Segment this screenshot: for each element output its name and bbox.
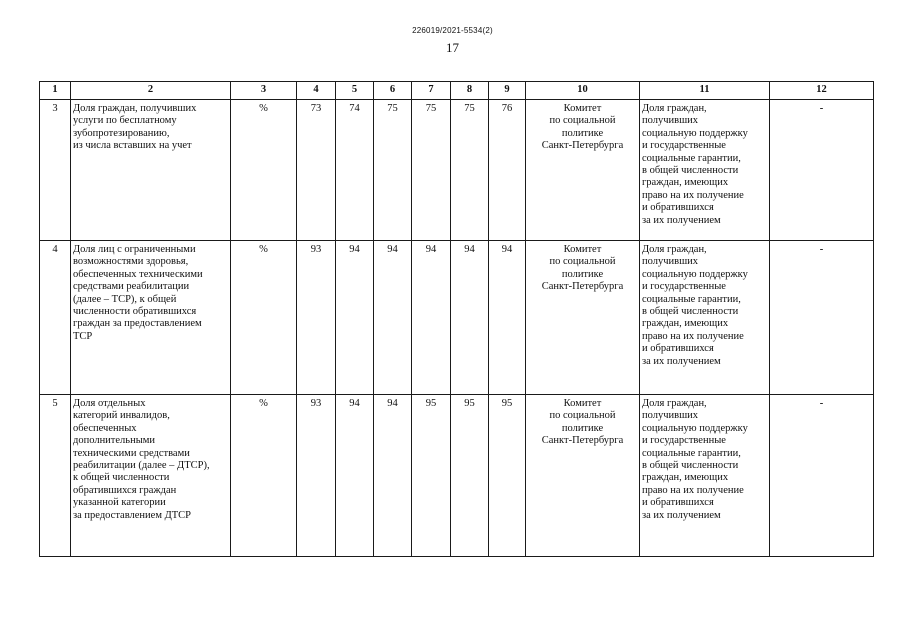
- unit-cell: %: [231, 395, 297, 557]
- document-id: 226019/2021-5534(2): [412, 26, 493, 35]
- value-cell: 94: [374, 241, 412, 395]
- column-header: 12: [770, 82, 874, 100]
- value-cell: 94: [451, 241, 489, 395]
- note-cell: -: [770, 241, 874, 395]
- note-cell: -: [770, 395, 874, 557]
- responsible-committee: Комитет по социальной политике Санкт-Петербурга: [526, 241, 640, 395]
- value-cell: 76: [489, 100, 526, 241]
- note-cell: -: [770, 100, 874, 241]
- value-cell: 94: [336, 395, 374, 557]
- indicators-table: [39, 81, 874, 557]
- table-row: [40, 395, 874, 557]
- criteria-cell: Доля граждан, получивших социальную поддержку и государственные социальные гарантии, в общей численности граждан, имеющих право на их получение и обратившихся за их получением: [640, 395, 770, 557]
- column-header: 9: [489, 82, 526, 100]
- column-header: 3: [231, 82, 297, 100]
- column-header: 2: [71, 82, 231, 100]
- value-cell: 73: [297, 100, 336, 241]
- value-cell: 95: [451, 395, 489, 557]
- criteria-cell: Доля граждан, получивших социальную поддержку и государственные социальные гарантии, в общей численности граждан, имеющих право на их получение и обратившихся за их получением: [640, 100, 770, 241]
- row-number: 3: [40, 100, 71, 241]
- value-cell: 94: [412, 241, 451, 395]
- column-header: 4: [297, 82, 336, 100]
- responsible-committee: Комитет по социальной политике Санкт-Петербурга: [526, 100, 640, 241]
- column-header: 8: [451, 82, 489, 100]
- indicator-name: Доля отдельных категорий инвалидов, обеспеченных дополнительными техническими средствами реабилитации (далее – ДТСР), к общей численности обратившихся граждан указанной категории за предоставлением ДТСР: [71, 395, 231, 557]
- value-cell: 94: [489, 241, 526, 395]
- value-cell: 93: [297, 241, 336, 395]
- criteria-cell: Доля граждан, получивших социальную поддержку и государственные социальные гарантии, в общей численности граждан, имеющих право на их получение и обратившихся за их получением: [640, 241, 770, 395]
- value-cell: 75: [412, 100, 451, 241]
- column-header: 10: [526, 82, 640, 100]
- table-header-row: [40, 82, 874, 100]
- row-number: 5: [40, 395, 71, 557]
- table-row: [40, 100, 874, 241]
- column-header: 1: [40, 82, 71, 100]
- value-cell: 95: [489, 395, 526, 557]
- row-number: 4: [40, 241, 71, 395]
- value-cell: 94: [374, 395, 412, 557]
- column-header: 11: [640, 82, 770, 100]
- table-row: [40, 241, 874, 395]
- indicator-name: Доля граждан, получивших услуги по бесплатному зубопротезированию, из числа вставших на учет: [71, 100, 231, 241]
- column-header: 5: [336, 82, 374, 100]
- column-header: 6: [374, 82, 412, 100]
- page-number: 17: [446, 40, 459, 55]
- responsible-committee: Комитет по социальной политике Санкт-Петербурга: [526, 395, 640, 557]
- value-cell: 74: [336, 100, 374, 241]
- value-cell: 95: [412, 395, 451, 557]
- value-cell: 94: [336, 241, 374, 395]
- unit-cell: %: [231, 241, 297, 395]
- column-header: 7: [412, 82, 451, 100]
- value-cell: 75: [451, 100, 489, 241]
- unit-cell: %: [231, 100, 297, 241]
- value-cell: 93: [297, 395, 336, 557]
- value-cell: 75: [374, 100, 412, 241]
- indicator-name: Доля лиц с ограниченными возможностями здоровья, обеспеченных техническими средствами реабилитации (далее – ТСР), к общей численности обратившихся граждан за предоставлением ТСР: [71, 241, 231, 395]
